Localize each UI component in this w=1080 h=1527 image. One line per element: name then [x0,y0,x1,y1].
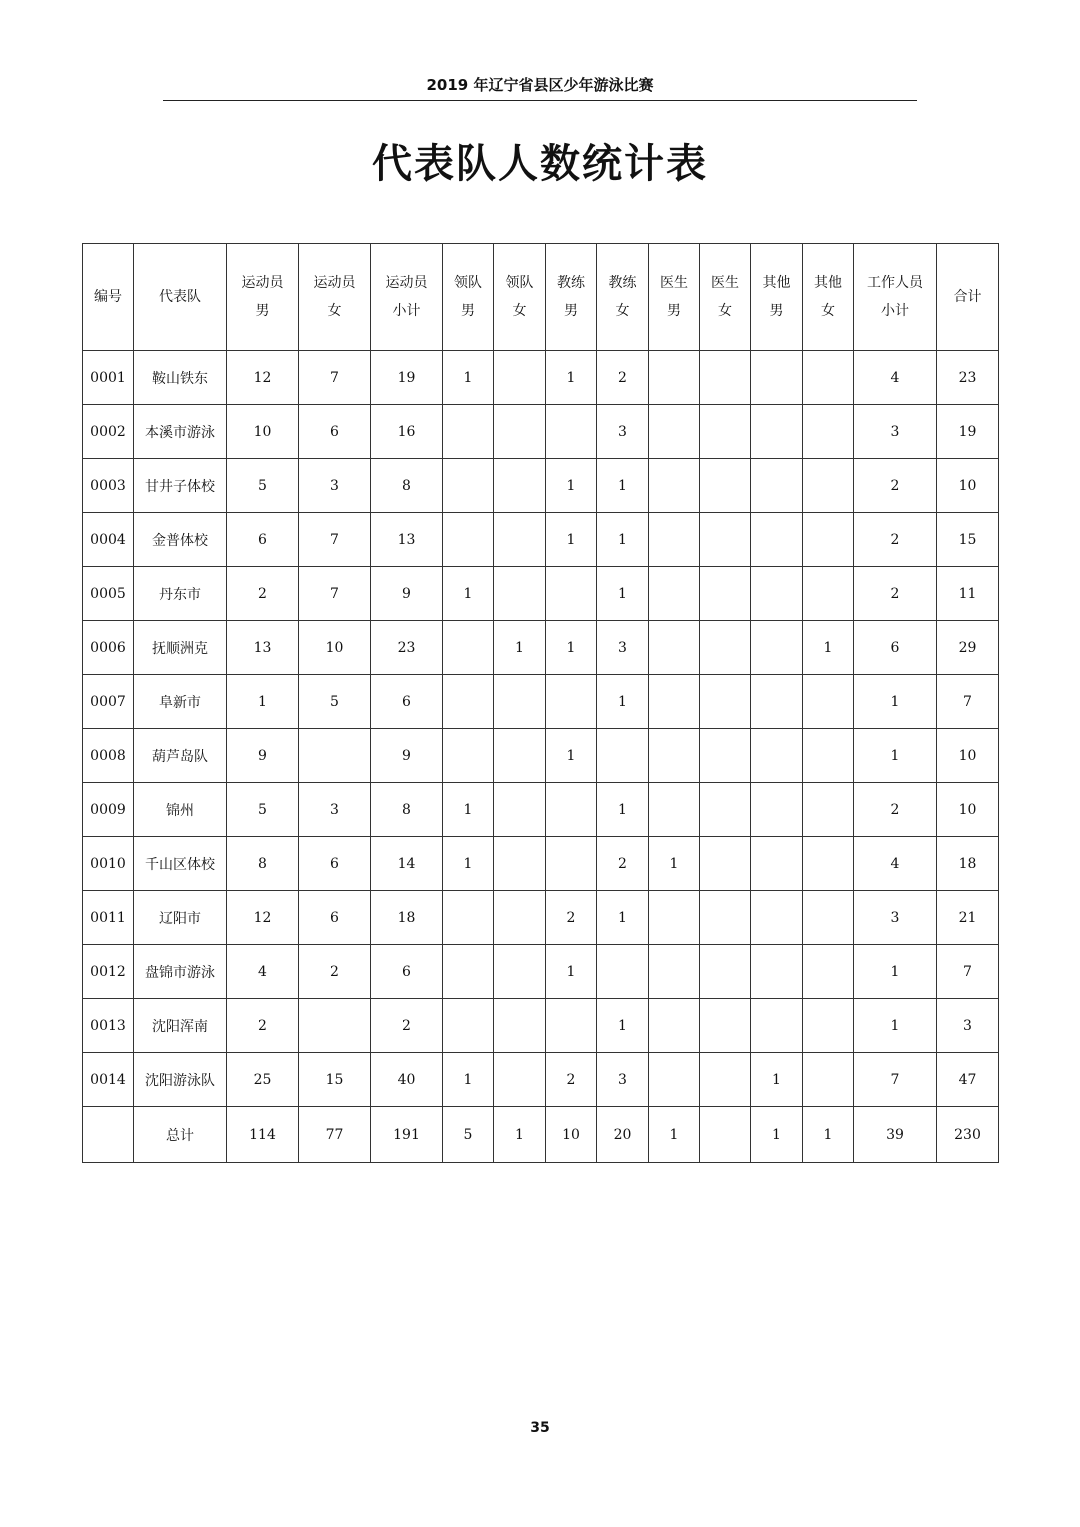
table-cell: 1 [443,837,494,891]
table-cell: 2 [854,459,937,513]
table-cell: 6 [299,837,371,891]
table-cell: 辽阳市 [134,891,227,945]
column-header-line: 女 [327,303,342,319]
table-cell [649,567,700,621]
column-header-line: 其他 [814,275,842,291]
table-body [83,351,999,1163]
table-cell [494,729,546,783]
table-cell: 0007 [83,675,134,729]
table-cell: 6 [371,675,443,729]
column-header-line: 医生 [711,275,739,291]
table-cell: 5 [227,459,299,513]
column-header [371,244,443,351]
table-cell [700,891,751,945]
table-cell: 1 [597,567,649,621]
table-cell: 12 [227,891,299,945]
table-cell [751,621,803,675]
table-cell [649,729,700,783]
table-cell: 25 [227,1053,299,1107]
table-cell: 1 [546,621,597,675]
table-cell [443,945,494,999]
table-cell: 阜新市 [134,675,227,729]
table-cell: 1 [443,567,494,621]
column-header-line: 代表队 [159,289,201,305]
table-cell: 1 [803,1107,854,1163]
table-cell: 23 [937,351,999,405]
table-cell: 10 [227,405,299,459]
table-cell: 6 [854,621,937,675]
table-cell: 盘锦市游泳 [134,945,227,999]
header-rule [163,100,917,101]
table-cell: 抚顺洲克 [134,621,227,675]
column-header-line: 教练 [608,275,637,291]
table-cell [494,351,546,405]
table-cell [700,999,751,1053]
table-cell: 1 [597,675,649,729]
table-cell: 1 [546,351,597,405]
table-cell [751,999,803,1053]
table-cell: 5 [227,783,299,837]
table-cell [443,675,494,729]
table-cell: 0003 [83,459,134,513]
table-cell [443,999,494,1053]
column-header [597,244,649,351]
column-header-line: 男 [255,303,270,319]
table-cell: 0008 [83,729,134,783]
table-cell: 14 [371,837,443,891]
page-title: 代表队人数统计表 [372,140,708,187]
table-cell: 1 [597,513,649,567]
table-cell [700,513,751,567]
table-cell [751,783,803,837]
table-cell: 10 [299,621,371,675]
table-cell [751,891,803,945]
table-cell [700,405,751,459]
table-cell [546,999,597,1053]
table-cell [649,783,700,837]
column-header-line: 运动员 [241,275,284,291]
table-cell: 2 [371,999,443,1053]
table-row [83,1053,999,1107]
table-cell: 7 [299,351,371,405]
table-cell [494,837,546,891]
table-cell: 丹东市 [134,567,227,621]
table-row [83,567,999,621]
table-cell: 0010 [83,837,134,891]
column-header [649,244,700,351]
table-cell [649,891,700,945]
column-header-line: 运动员 [313,275,356,291]
table-cell [803,891,854,945]
table-cell [494,945,546,999]
table-cell: 锦州 [134,783,227,837]
column-header-line: 其他 [762,275,791,291]
table-cell: 7 [937,675,999,729]
table-cell: 6 [371,945,443,999]
table-cell [649,999,700,1053]
table-cell: 3 [597,405,649,459]
table-cell: 1 [854,675,937,729]
table-cell [751,729,803,783]
page-number: 35 [530,1420,550,1436]
table-cell: 3 [854,405,937,459]
table-row [83,891,999,945]
table-cell: 2 [546,1053,597,1107]
table-cell: 0002 [83,405,134,459]
column-header-line: 工作人员 [867,275,923,291]
table-cell: 1 [803,621,854,675]
table-cell: 1 [546,945,597,999]
table-cell [494,567,546,621]
table-cell [803,945,854,999]
table-cell: 7 [937,945,999,999]
table-cell: 8 [371,783,443,837]
table-cell [700,729,751,783]
table-cell: 7 [299,567,371,621]
table-cell [649,675,700,729]
table-row [83,945,999,999]
table-cell [803,675,854,729]
column-header-line: 男 [564,303,578,319]
table-cell: 1 [854,945,937,999]
table-cell [700,1053,751,1107]
table-row [83,351,999,405]
table-cell [751,567,803,621]
table-cell: 5 [443,1107,494,1163]
table-cell [700,621,751,675]
table-cell [546,567,597,621]
table-row [83,621,999,675]
table-cell: 3 [597,621,649,675]
table-cell [299,729,371,783]
table-cell: 1 [649,837,700,891]
table-cell: 1 [546,459,597,513]
table-row [83,675,999,729]
table-cell: 3 [937,999,999,1053]
table-cell [494,405,546,459]
column-header-line: 小计 [392,303,421,319]
column-header-line: 男 [461,303,475,319]
table-row [83,729,999,783]
table-cell [700,945,751,999]
table-cell [546,405,597,459]
table-cell: 9 [371,567,443,621]
table-cell [494,999,546,1053]
table-cell [83,1107,134,1163]
table-cell [649,405,700,459]
table-cell: 1 [227,675,299,729]
table-cell [803,837,854,891]
column-header-line: 教练 [557,275,585,291]
table-cell [803,459,854,513]
table-cell [700,459,751,513]
table-cell: 本溪市游泳 [134,405,227,459]
table-cell: 1 [597,459,649,513]
table-cell [494,459,546,513]
table-cell: 13 [227,621,299,675]
table-cell [597,945,649,999]
table-cell [700,675,751,729]
table-cell: 19 [371,351,443,405]
table-cell: 1 [597,783,649,837]
table-cell: 千山区体校 [134,837,227,891]
table-cell: 0013 [83,999,134,1053]
table-cell: 8 [371,459,443,513]
column-header-line: 医生 [660,275,688,291]
table-cell: 18 [371,891,443,945]
column-header [134,244,227,351]
column-header [700,244,751,351]
table-cell: 1 [443,1053,494,1107]
table-cell [751,351,803,405]
table-cell [443,459,494,513]
table-cell: 2 [854,567,937,621]
table-cell [803,405,854,459]
table-row [83,837,999,891]
column-header-line: 合计 [953,289,982,305]
table-cell [443,729,494,783]
table-cell [751,405,803,459]
table-cell: 1 [494,621,546,675]
column-header [751,244,803,351]
table-cell [299,999,371,1053]
table-cell: 沈阳游泳队 [134,1053,227,1107]
table-cell: 2 [546,891,597,945]
table-cell: 16 [371,405,443,459]
table-row [83,405,999,459]
column-header [494,244,546,351]
table-cell: 10 [937,459,999,513]
table-cell [700,837,751,891]
table-cell: 0004 [83,513,134,567]
column-header-line: 运动员 [385,275,428,291]
table-cell: 0005 [83,567,134,621]
table-cell [751,837,803,891]
table-cell [649,459,700,513]
table-cell: 29 [937,621,999,675]
column-header-line: 编号 [94,289,122,305]
table-cell: 6 [299,891,371,945]
table-cell: 7 [854,1053,937,1107]
table-cell: 1 [597,999,649,1053]
table-cell: 9 [227,729,299,783]
column-header [299,244,371,351]
table-cell: 3 [299,459,371,513]
column-header-line: 男 [769,303,784,319]
column-header [83,244,134,351]
table-cell: 18 [937,837,999,891]
column-header-line: 女 [718,303,732,319]
page-header: 2019 年辽宁省县区少年游泳比赛 [426,76,654,94]
table-cell: 4 [854,351,937,405]
table-cell [803,783,854,837]
table-cell: 1 [854,729,937,783]
table-cell: 9 [371,729,443,783]
table-cell: 4 [854,837,937,891]
table-row [83,999,999,1053]
table-cell: 2 [597,837,649,891]
table-cell [494,891,546,945]
table-row [83,459,999,513]
table-cell: 10 [937,783,999,837]
table-cell: 1 [751,1107,803,1163]
table-cell: 3 [854,891,937,945]
table-cell: 114 [227,1107,299,1163]
team-count-table [82,243,999,1163]
table-cell [546,837,597,891]
table-cell [803,1053,854,1107]
table-cell [700,783,751,837]
table-cell [494,783,546,837]
table-cell: 11 [937,567,999,621]
table-cell: 1 [751,1053,803,1107]
table-cell: 5 [299,675,371,729]
table-cell [700,351,751,405]
table-cell [751,675,803,729]
column-header-line: 小计 [881,303,909,319]
table-cell [494,675,546,729]
table-cell: 20 [597,1107,649,1163]
table-cell: 0014 [83,1053,134,1107]
table-cell [546,783,597,837]
table-row [83,513,999,567]
table-cell: 0012 [83,945,134,999]
table-cell: 40 [371,1053,443,1107]
table-cell: 0001 [83,351,134,405]
column-header-line: 领队 [454,275,482,291]
table-cell: 鞍山铁东 [134,351,227,405]
table-cell: 8 [227,837,299,891]
column-header [937,244,999,351]
table-cell: 3 [299,783,371,837]
header-row [83,244,999,351]
column-header-line: 男 [667,303,681,319]
column-header [546,244,597,351]
table-cell: 0011 [83,891,134,945]
table-cell: 15 [299,1053,371,1107]
column-header-line: 女 [512,303,527,319]
table-cell: 47 [937,1053,999,1107]
table-cell: 沈阳浑南 [134,999,227,1053]
column-header [443,244,494,351]
column-header-line: 领队 [505,275,534,291]
table-cell: 39 [854,1107,937,1163]
table-cell: 2 [854,783,937,837]
table-cell [494,513,546,567]
table-cell [751,945,803,999]
table-cell: 3 [597,1053,649,1107]
table-cell: 13 [371,513,443,567]
column-header [854,244,937,351]
table-cell: 7 [299,513,371,567]
table-cell: 1 [649,1107,700,1163]
table-cell: 21 [937,891,999,945]
table-cell [700,1107,751,1163]
table-row [83,783,999,837]
table-cell: 77 [299,1107,371,1163]
table-cell [443,513,494,567]
table-cell: 甘井子体校 [134,459,227,513]
table-cell: 2 [597,351,649,405]
column-header [803,244,854,351]
table-cell [751,513,803,567]
table-cell: 0006 [83,621,134,675]
column-header-line: 女 [615,303,630,319]
table-cell [700,567,751,621]
table-cell: 1 [854,999,937,1053]
table-cell: 总计 [134,1107,227,1163]
table-cell: 2 [854,513,937,567]
table-cell: 6 [227,513,299,567]
table-cell: 1 [443,783,494,837]
table-cell: 1 [443,351,494,405]
table-cell: 19 [937,405,999,459]
table-cell: 葫芦岛队 [134,729,227,783]
table-cell: 2 [299,945,371,999]
table-cell: 1 [597,891,649,945]
table-cell: 2 [227,567,299,621]
table-cell [494,1053,546,1107]
table-cell: 6 [299,405,371,459]
table-cell [649,621,700,675]
table-cell: 230 [937,1107,999,1163]
table-cell [443,405,494,459]
table-cell [803,999,854,1053]
table-cell [649,1053,700,1107]
table-cell [751,459,803,513]
table-cell: 1 [546,729,597,783]
table-cell: 23 [371,621,443,675]
table-cell: 10 [937,729,999,783]
table-cell: 191 [371,1107,443,1163]
table-cell [803,567,854,621]
table-cell [443,891,494,945]
table-cell: 1 [546,513,597,567]
table-cell [803,729,854,783]
table-cell: 1 [494,1107,546,1163]
table-cell: 0009 [83,783,134,837]
table-cell [546,675,597,729]
table-cell [649,351,700,405]
table-cell [803,351,854,405]
column-header-line: 女 [821,303,835,319]
total-row [83,1107,999,1163]
table-cell: 金普体校 [134,513,227,567]
column-header [227,244,299,351]
table-cell: 12 [227,351,299,405]
table-cell [803,513,854,567]
table-cell [649,945,700,999]
table-cell: 10 [546,1107,597,1163]
table-cell [443,621,494,675]
table-cell [597,729,649,783]
table-cell [649,513,700,567]
table-cell: 2 [227,999,299,1053]
table-cell: 4 [227,945,299,999]
table-cell: 15 [937,513,999,567]
